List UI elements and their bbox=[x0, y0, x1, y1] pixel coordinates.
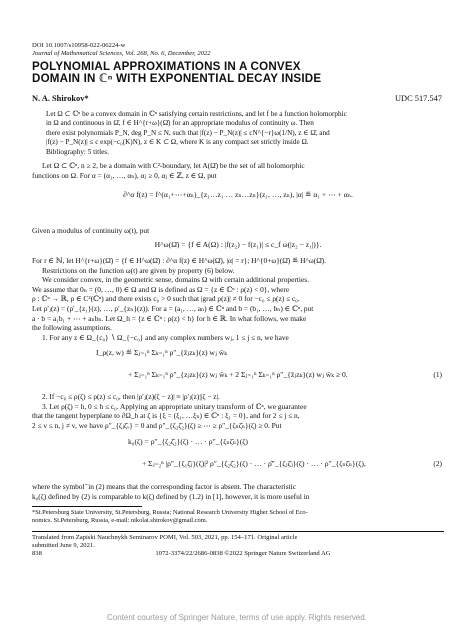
closing-paragraph bbox=[32, 482, 444, 501]
doi: DOI 10.1007/s10958-022-06224-w bbox=[32, 42, 126, 49]
body-line: Given a modulus of continuity ω(t), put bbox=[32, 226, 150, 235]
journal-citation: Journal of Mathematical Sciences, Vol. 268, No. 6, December, 2022 bbox=[32, 50, 211, 57]
equation-2-line-1: k₀(ζ) = ρ″_{ζ₂ζ̄₂}(ζ) · … · ρ″_{ζₙζ̄ₙ}(ζ) bbox=[128, 437, 248, 446]
body-line: k₀(ζ) defined by (2) is comparable to k(ζ) defined by (1.2) in [1], however, it is more useful in bbox=[32, 491, 310, 501]
footnote-line: *St.Petersburg State University, St.Petersburg, Russia; National Research University Higher School of Eco- bbox=[32, 509, 308, 516]
body-line: Let Ω ⊂ ℂⁿ, n ≥ 2, be a domain with C²-boundary, let A(Ω̄) be the set of all holomorphic bbox=[42, 161, 305, 170]
body-line: where the symbol ̂ in (2) means that the corresponding factor is absent. The characteristic bbox=[32, 482, 296, 491]
equation-number: (2) bbox=[433, 459, 442, 468]
page-number: 838 bbox=[32, 550, 42, 557]
body-line: Let ρ′ⱼ(z) = (ρ′_{z₁}(z), …, ρ′_{zₙ}(z)). For a = (a₁, …, aₙ) ∈ ℂⁿ and b = (b₁, …, bₙ) ∈ ℂⁿ, put bbox=[32, 303, 314, 313]
body-line: functions on Ω. For α = (α₁, …, αₙ), αⱼ ≥ 0, αⱼ ∈ ℤ, z ∈ Ω, put bbox=[32, 170, 217, 180]
translation-line: Translated from Zapiski Nauchnykh Seminarov POMI, Vol. 503, 2021, pp. 154–171. Original article bbox=[32, 534, 298, 541]
footnote-line: nomics. St.Petersburg, Russia, e-mail: nikolai.shirokov@gmail.com. bbox=[32, 517, 208, 524]
springer-credit: Content courtesy of Springer Nature, terms of use apply. Rights reserved. bbox=[107, 613, 367, 622]
equation-1-line-2: + Σⱼ₌₁ⁿ Σₖ₌₁ⁿ ρ″_{zⱼzₖ}(z) wⱼ w̄ₖ + 2 Σⱼ₌₁ⁿ Σₖ₌₁ⁿ ρ″_{z̄ⱼzₖ}(z) wⱼ w̄ₖ ≥ 0. bbox=[128, 370, 348, 379]
abstract bbox=[46, 110, 444, 157]
issn-copyright: 1072-3374/22/2686-0838 ©2022 Springer Nature Switzerland AG bbox=[155, 550, 331, 557]
abstract-line: Let Ω ⊂ ℂⁿ be a convex domain in ℂⁿ satisfying certain restrictions, and let f be a function holomorphic bbox=[46, 110, 347, 118]
article-header bbox=[32, 42, 211, 58]
article-title bbox=[32, 61, 444, 85]
equation-number: (1) bbox=[433, 370, 442, 379]
assumptions-2-3 bbox=[32, 392, 444, 430]
body-line: a · b = a₁b₁ + ⋯ + aₙbₙ. Let Ω_h = {z ∈ ℂⁿ : ρ(z) < h} for h ∈ ℝ. In what follows, we make bbox=[32, 313, 307, 323]
footnote-rule bbox=[32, 506, 142, 507]
abstract-line: Bibliography: 5 titles. bbox=[46, 147, 109, 156]
equation-derivative: ∂^α f(z) = f^(α₁+⋯+αₙ)_{z₁…z₁ … zₙ…zₙ}(z₁, …, zₙ), |α| ≝ α₁ + ⋯ + αₙ. bbox=[123, 190, 353, 199]
udc-code: UDC 517.547 bbox=[395, 94, 442, 103]
body-line: the following assumptions. bbox=[32, 323, 112, 333]
body-line: that the tangent hyperplane to ∂Ω_h at ζ is {ξ = (ξ₁, …ξₙ) ∈ ℂⁿ : ξ₁ = 0}, and for 2 ≤ j ≤ n, bbox=[32, 411, 300, 421]
body-line: ρ : ℂⁿ → ℝ, ρ ∈ C²(ℂⁿ) and there exists c₀ > 0 such that |grad ρ(z)| ≠ 0 for −c₀ ≤ ρ(z) ≤ c₀. bbox=[32, 294, 300, 304]
assumptions-paragraph bbox=[32, 256, 444, 342]
abstract-line: |f(z) − P_N(z)| ≤ c exp(−c₀(K)N), z ∈ K ⊂ Ω, where K is any compact set strictly inside Ω. bbox=[46, 138, 309, 147]
body-line: We consider convex, in the geometric sense, domains Ω with certain additional properties. bbox=[42, 275, 309, 285]
author-footnote bbox=[32, 509, 444, 525]
body-line: 3. Let ρ(ζ) = h, 0 ≤ h ≤ c₀. Applying an appropriate unitary transform of ℂⁿ, we guarantee bbox=[42, 401, 307, 411]
body-line: 2 ≤ ν ≤ n, j ≠ ν, we have ρ″_{ζⱼζ̄ᵥ} = 0 and ρ″_{ζ₂ζ̄₂}(ζ) ≥ ⋯ ≥ ρ″_{ζₙζ̄ₙ}(ζ) ≥ 0. Put bbox=[32, 420, 282, 430]
body-line: Restrictions on the function ω(t) are given by property (6) below. bbox=[42, 265, 235, 275]
equation-1-line-1: I_ρ(z, w) ≝ Σⱼ₌₁ⁿ Σₖ₌₁ⁿ ρ″_{z̄ⱼzₖ}(z) wⱼ w̄ₖ bbox=[96, 348, 228, 357]
author-name: N. A. Shirokov* bbox=[32, 94, 89, 103]
page-footer bbox=[32, 550, 444, 558]
translation-note bbox=[32, 534, 444, 558]
body-line: 2. If −c₀ ≤ ρ(ζ) ≤ ρ(z) ≤ c₀, then |ρ′ⱼ(z)(ζ − z)| ≈ |ρ′ⱼ(z)||ζ − z|. bbox=[42, 392, 220, 401]
translation-line: submitted June 9, 2021. bbox=[32, 542, 95, 549]
translation-rule bbox=[32, 531, 444, 532]
equation-2-line-2: + Σⱼ₌₂ⁿ |ρ″_{ζ₁ζ̄ⱼ}(ζ)|² ρ″_{ζ₂ζ̄₂}(ζ) · … · ρ̂″_{ζⱼζ̄ⱼ}(ζ) · … · ρ″_{ζₙζ̄ₙ}(ζ), bbox=[142, 459, 366, 468]
intro-paragraph bbox=[32, 161, 444, 180]
title-line-1: POLYNOMIAL APPROXIMATIONS IN A CONVEX bbox=[32, 60, 301, 73]
body-line: 1. For any z ∈ Ω_{c₀} ∖ Ω_{−c₀} and any complex numbers wⱼ, 1 ≤ j ≤ n, we have bbox=[42, 332, 289, 342]
equation-holder-class: H^ω(Ω̄) = {f ∈ A(Ω) : |f(z₂) − f(z₁)| ≤ c_f ω(|z₂ − z₁|)}. bbox=[154, 240, 322, 249]
body-line: We assume that 0ₙ = (0, …, 0) ∈ Ω and Ω is defined as Ω = {z ∈ ℂⁿ : ρ(z) < 0}, where bbox=[32, 284, 290, 294]
body-line: For r ∈ ℕ, let H^{r+ω}(Ω̄) = {f ∈ H^ω(Ω̄) : ∂^α f(z) ∈ H^ω(Ω̄), |α| = r}; H^{0+ω}(Ω̄) ≝ H^ω(Ω̄). bbox=[32, 256, 327, 265]
abstract-line: in Ω and continuous in Ω̄, f ∈ H^{r+ω}(Ω̄) for an appropriate modulus of continuity ω. Then bbox=[46, 119, 314, 128]
title-line-2: DOMAIN IN ℂⁿ WITH EXPONENTIAL DECAY INSIDE bbox=[32, 72, 322, 85]
abstract-line: there exist polynomials P_N, deg P_N ≤ N, such that |f(z) − P_N(z)| ≤ cN^{−r}ω(1/N), z ∈ Ω̄, and bbox=[46, 128, 330, 137]
